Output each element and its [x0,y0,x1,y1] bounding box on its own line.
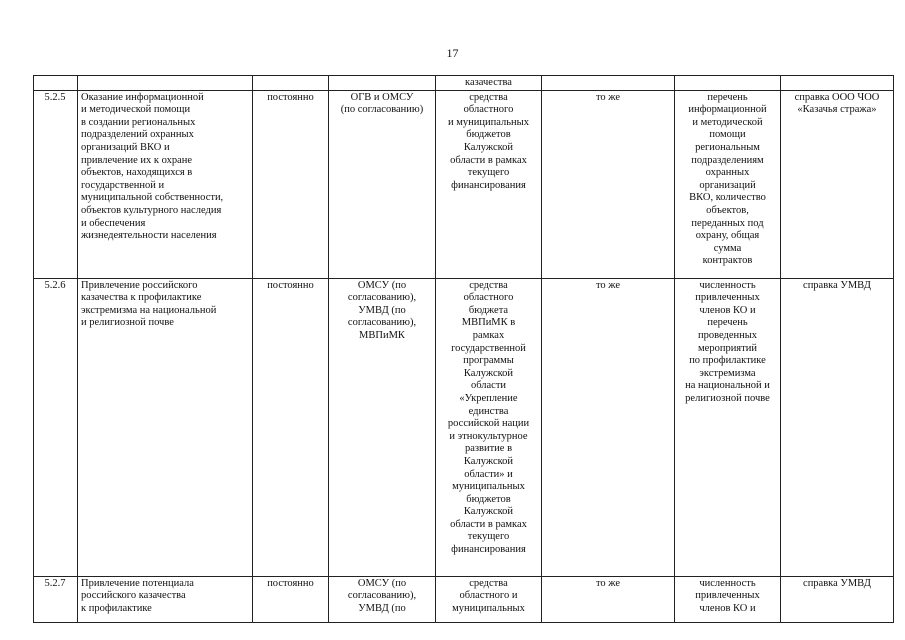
cell-line: подразделений охранных [81,129,194,141]
executor-cell [329,278,436,576]
cell-line: программы [463,355,514,367]
cell-line: единства [468,405,509,417]
volume-cell: то же [542,576,675,622]
cell-line: экстремизма [699,367,756,379]
report-cell [781,278,894,576]
cell-line: в создании региональных [81,116,196,128]
funding-cell [436,76,542,91]
cell-line: российской нации [447,418,530,430]
cell-line: религиозной почве [685,392,770,404]
report-cell [781,576,894,622]
cell-line: областного [463,104,514,116]
executor-cell [329,90,436,278]
funding-cell [436,576,542,622]
funding-cell [436,278,542,576]
cell-line: «Казачья стража» [797,104,877,116]
term-cell [253,76,329,91]
cell-line: привлеченных [695,590,760,602]
cell-line: членов КО и [699,602,756,614]
cell-line: муниципальных [452,481,525,493]
cell-line: финансирования [451,179,526,191]
cell-line: подразделениям [691,154,764,166]
report-cell [781,90,894,278]
cell-line: государственной [451,342,526,354]
cell-line: охранных [705,167,750,179]
table-row [34,278,894,576]
cell-line: ОМСУ (по [357,279,407,291]
cell-line: и этнокультурное [449,430,528,442]
indicator-cell [675,576,781,622]
cell-line: казачества [465,77,512,88]
cell-line: УМВД (по [358,602,406,614]
cell-line: организаций [699,179,756,191]
cell-line: ОГВ и ОМСУ [350,91,414,103]
cell-line: на национальной и [685,380,770,392]
cell-line: привлечение их к охране [81,154,193,166]
cell-line: и муниципальных [448,116,529,128]
cell-line: согласованию), [347,317,417,329]
event-cell [78,90,253,278]
cell-line: бюджетов [466,493,511,505]
cell-line: объектов, находящихся в [81,167,193,179]
cell-line: и методической помощи [81,104,191,116]
cell-line: областного и [459,590,518,602]
cell-line: региональным [695,141,760,153]
table-row [34,76,894,91]
term-cell: постоянно [253,90,329,278]
cell-line: справка УМВД [803,279,871,291]
cell-line: казачества к профилактике [81,292,202,304]
item-number: 5.2.6 [34,278,78,576]
volume-cell: то же [542,90,675,278]
cell-line: средства [469,279,508,291]
cell-line: развитие в [464,443,513,455]
table-row [34,576,894,622]
item-number: 5.2.7 [34,576,78,622]
cell-line: средства [469,91,508,103]
term-cell: постоянно [253,576,329,622]
cell-line: областного [463,292,514,304]
term-cell: постоянно [253,278,329,576]
cell-line: «Укрепление [459,392,518,404]
cell-line: бюджетов [466,129,511,141]
cell-line: перечень [707,317,748,329]
item-number: 5.2.5 [34,90,78,278]
cell-line: государственной и [81,179,165,191]
volume-cell [542,76,675,91]
item-number [34,76,78,91]
cell-line: Привлечение российского [81,279,198,291]
cell-line: информационной [688,104,767,116]
cell-line: Калужской [463,367,514,379]
measures-table [33,75,894,623]
cell-line: Калужской [463,141,514,153]
cell-line: области в рамках [450,518,527,530]
cell-line: УМВД (по [358,304,406,316]
cell-line: МВПиМК [359,329,405,341]
cell-line: ВКО, количество [689,192,766,204]
cell-line: российского казачества [81,590,186,602]
cell-line: области [470,380,507,392]
event-cell [78,278,253,576]
cell-line: экстремизма на национальной [81,304,217,316]
indicator-cell [675,90,781,278]
cell-line: Привлечение потенциала [81,577,194,589]
cell-line: рамках [472,329,505,341]
cell-line: Калужской [463,506,514,518]
cell-line: бюджета [468,304,509,316]
cell-line: привлеченных [695,292,760,304]
cell-line: согласованию), [347,590,417,602]
cell-line: и методической [692,116,763,128]
report-cell [781,76,894,91]
cell-line: текущего [467,167,510,179]
event-cell [78,76,253,91]
cell-line: переданных под [691,217,764,229]
cell-line: средства [469,577,508,589]
cell-line: помощи [709,129,746,141]
executor-cell [329,76,436,91]
cell-line: ОМСУ (по [357,577,407,589]
cell-line: к профилактике [81,602,152,614]
cell-line: муниципальных [452,602,525,614]
cell-line: проведенных [697,329,758,341]
cell-line: контрактов [702,255,753,267]
event-cell [78,576,253,622]
cell-line: численность [699,279,756,291]
page-number: 17 [446,46,459,60]
cell-line: объектов, [706,204,749,216]
cell-line: и обеспечения [81,217,146,229]
cell-line: области» и [464,468,513,480]
cell-line: справка ООО ЧОО [794,91,880,103]
cell-line: численность [699,577,756,589]
executor-cell [329,576,436,622]
cell-line: справка УМВД [803,577,871,589]
cell-line: текущего [467,531,510,543]
cell-line: членов КО и [699,304,756,316]
table-row [34,90,894,278]
cell-line: жизнедеятельности населения [81,230,217,242]
cell-line: Калужской [463,455,514,467]
cell-line: перечень [707,91,748,103]
cell-line: финансирования [451,544,526,556]
cell-line: сумма [713,242,742,254]
cell-line: муниципальной собственности, [81,192,224,204]
cell-line: охрану, общая [695,230,760,242]
cell-line: области в рамках [450,154,527,166]
cell-line: по профилактике [689,355,766,367]
indicator-cell [675,278,781,576]
indicator-cell [675,76,781,91]
cell-line: Оказание информационной [81,91,204,103]
cell-line: и религиозной почве [81,317,174,329]
cell-line: МВПиМК в [461,317,516,329]
funding-cell [436,90,542,278]
volume-cell: то же [542,278,675,576]
cell-line: мероприятий [698,342,757,354]
cell-line: организаций ВКО и [81,141,170,153]
cell-line: согласованию), [347,292,417,304]
cell-line: объектов культурного наследия [81,204,222,216]
cell-line: (по согласованию) [340,104,424,116]
